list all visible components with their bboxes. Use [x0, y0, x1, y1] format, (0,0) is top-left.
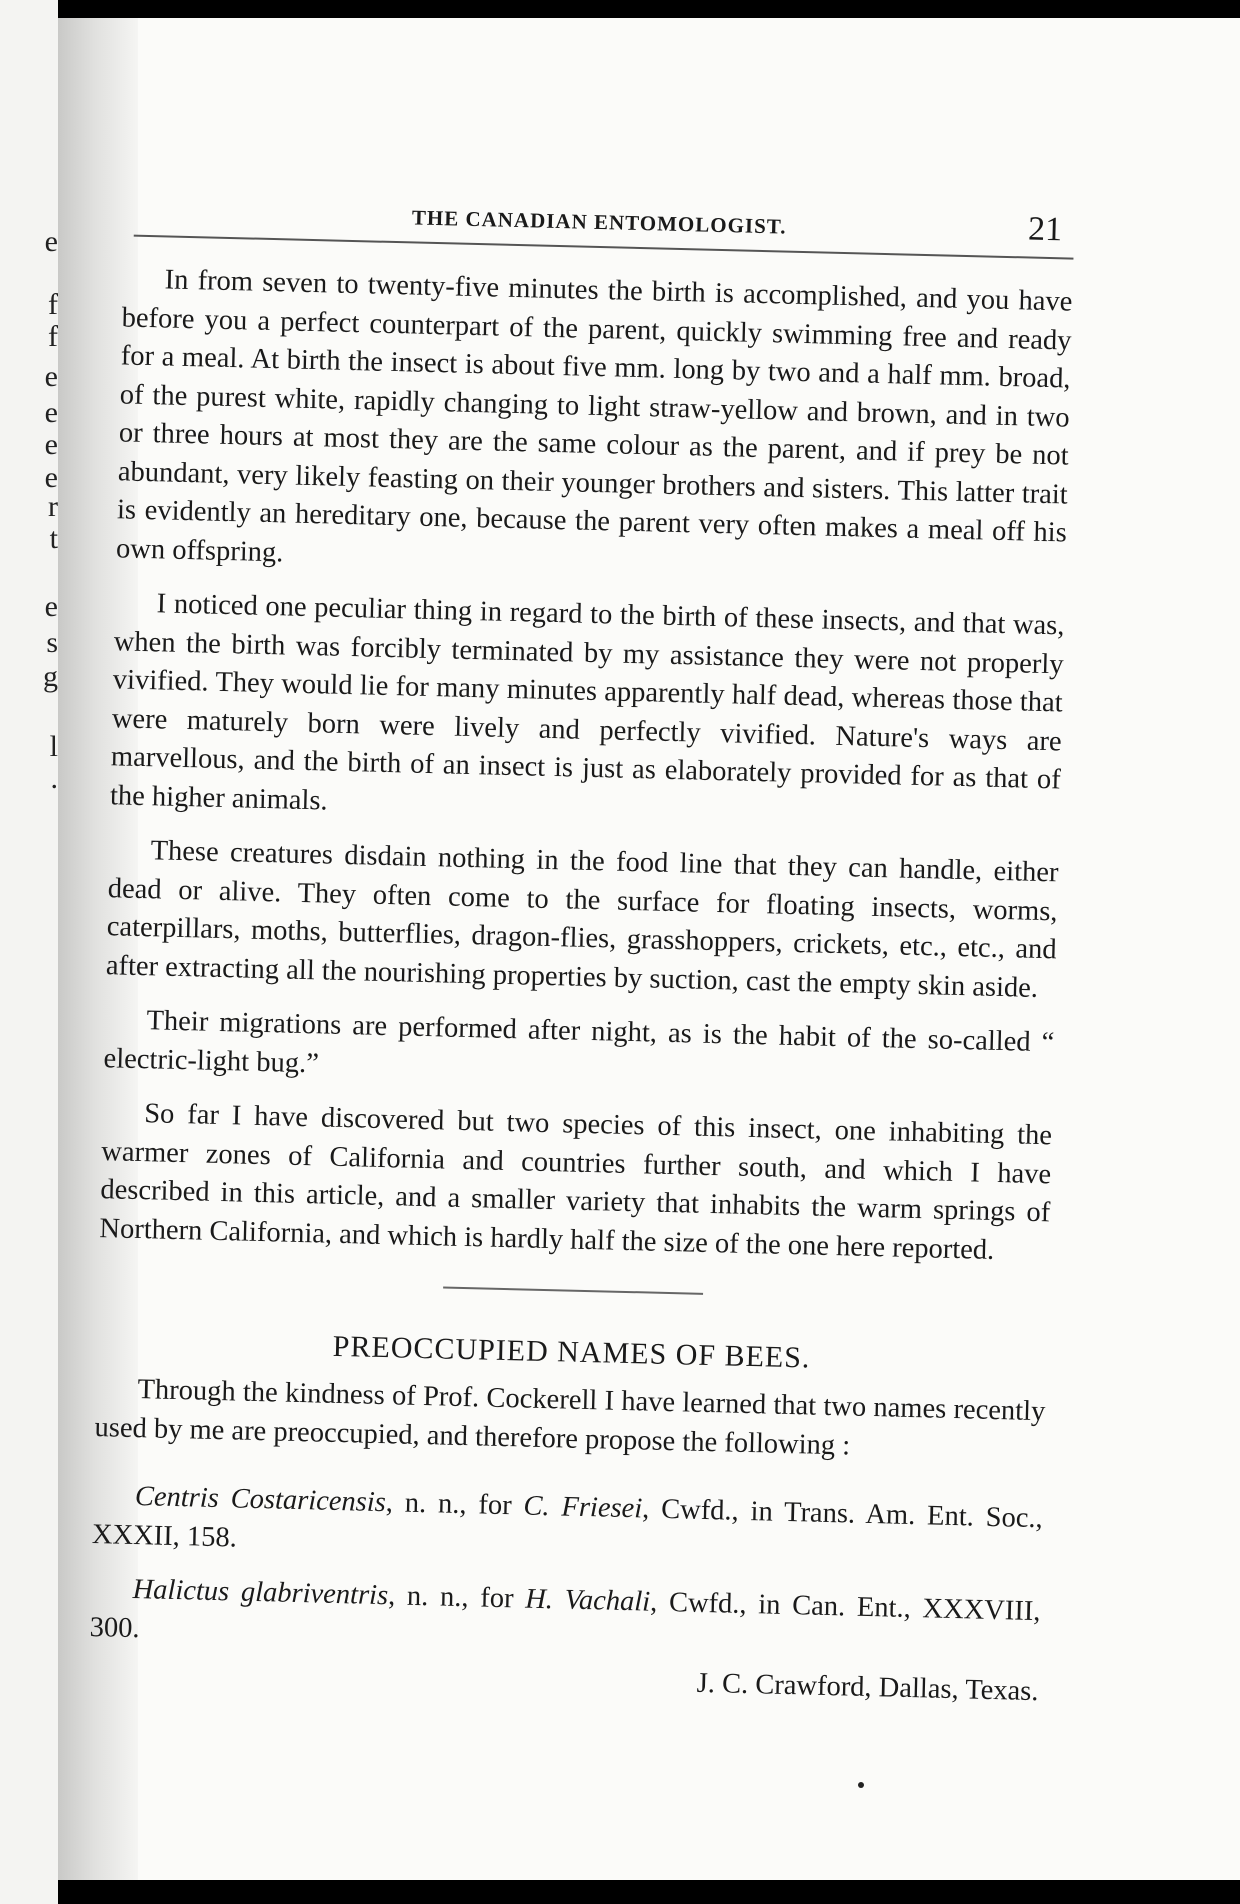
margin-fragment: t	[49, 522, 58, 555]
body-paragraph: Their migrations are performed after night, as is the habit of the so-called “ electric-light bug.”	[103, 1005, 1055, 1079]
body-paragraph: In from seven to twenty-five minutes the birth is accomplished, and you have before you a perfect counterpart of the parent, quickly swimming free and ready for a meal. At birth the insect is about five mm. long by two and a half mm. broad, of the purest white, rapidly changing to light straw-yellow and brown, and in two or three hours at most they are the same colour as the parent, and if prey be not abundant, very likely feasting on their younger brothers and sisters. This latter trait is evidently an hereditary one, because the parent very often makes a meal off his own offspring.	[115, 264, 1073, 568]
margin-fragment: e	[44, 461, 58, 494]
body-paragraph: These creatures disdain nothing in the food line that they can handle, either dead or alive. They often come to the surface for floating insects, worms, caterpillars, moths, butterflies, dragon-flies, grasshoppers, crickets, etc., etc., and after extracting all the nourishing properties by suction, cast the empty skin aside.	[105, 835, 1059, 1004]
margin-fragment: l	[49, 730, 58, 763]
section-intro: Through the kindness of Prof. Cockerell I have learned that two names recently used by me are preoccupied, and therefore propose the following :	[94, 1374, 1046, 1461]
margin-fragment: r	[48, 490, 58, 523]
page-number: 21	[1027, 210, 1063, 249]
old-name: C. Friesei	[523, 1490, 643, 1525]
margin-fragment: e	[44, 360, 58, 393]
name-entry	[92, 1477, 1044, 1577]
new-name: Centris Costaricensis	[134, 1481, 387, 1519]
margin-fragment: g	[43, 660, 58, 693]
margin-fragment: e	[44, 590, 58, 623]
entry-connector: , n. n., for	[385, 1487, 524, 1522]
ink-speck	[858, 1782, 864, 1788]
margin-fragment: e	[44, 225, 58, 258]
margin-fragment: .	[50, 762, 58, 795]
new-name: Halictus glabriventris	[132, 1574, 389, 1612]
margin-fragment: s	[46, 626, 58, 659]
page-content	[88, 178, 1075, 1708]
author-signature: J. C. Crawford, Dallas, Texas.	[696, 1667, 1039, 1708]
margin-fragment: f	[48, 288, 58, 321]
name-entry	[89, 1570, 1041, 1670]
running-title: THE CANADIAN ENTOMOLOGIST.	[411, 205, 787, 239]
section-divider	[443, 1286, 703, 1294]
margin-fragment: e	[44, 428, 58, 461]
margin-fragment: e	[44, 396, 58, 429]
entry-citation: , Cwfd., in Trans. Am. Ent. Soc., XXXII, 158.	[91, 1493, 1044, 1554]
facing-page-edge	[0, 0, 58, 1904]
body-paragraph: So far I have discovered but two species of this insect, one inhabiting the warmer zones of California and countries further south, and which I have described in this article, and a smaller variety that inhabits the warm springs of Northern California, and which is hardly half the size of the one here reported.	[99, 1098, 1053, 1266]
old-name: H. Vachali	[524, 1583, 651, 1618]
entry-citation: , Cwfd., in Can. Ent., XXXVIII, 300.	[89, 1586, 1041, 1644]
entry-connector: , n. n., for	[387, 1580, 526, 1615]
section-title: PREOCCUPIED NAMES OF BEES.	[332, 1329, 811, 1375]
body-paragraph: I noticed one peculiar thing in regard to the birth of these insects, and that was, when the birth was forcibly terminated by my assistance they were not properly vivified. They would lie for many minutes apparently half dead, whereas those that were maturely born were lively and perfectly vivified. Nature's ways are marvellous, and the birth of an insect is just as elaborately provided for as that of the higher animals.	[109, 588, 1065, 817]
margin-fragment: f	[48, 320, 58, 353]
